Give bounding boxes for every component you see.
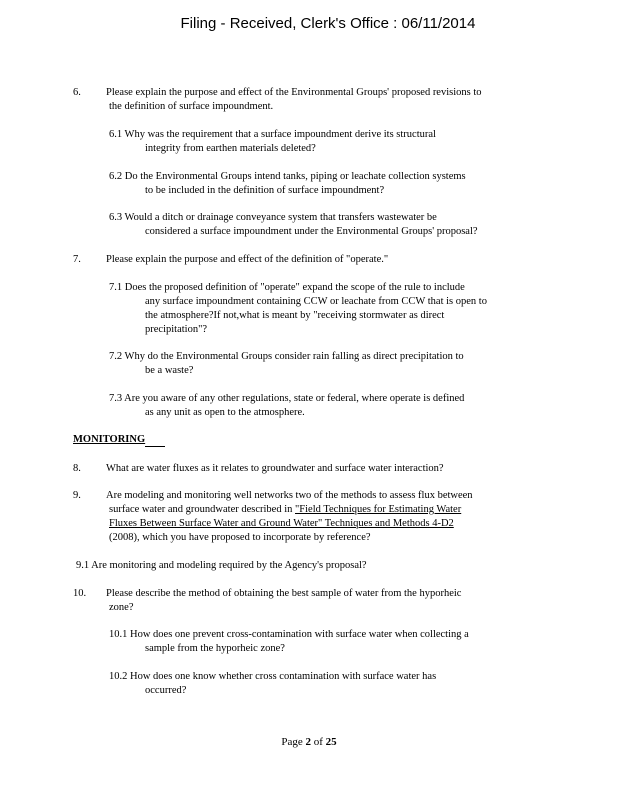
question-text-line: integrity from earthen materials deleted? xyxy=(145,143,316,154)
question-6-3 xyxy=(109,211,541,239)
question-text-line: occurred? xyxy=(145,685,187,696)
question-text-line: Are modeling and monitoring well networks two of the methods to assess flux between xyxy=(106,490,473,501)
question-6 xyxy=(73,86,541,114)
question-8 xyxy=(73,462,541,476)
of-label: of xyxy=(313,736,323,748)
filing-stamp-header: Filing - Received, Clerk's Office : 06/11/2014 xyxy=(180,15,476,32)
question-text-line: 7.3 Are you aware of any other regulations, state or federal, where operate is defined xyxy=(109,393,465,404)
question-number: 9. xyxy=(73,490,81,501)
question-6-1 xyxy=(109,128,541,156)
question-text-line: the definition of surface impoundment. xyxy=(109,101,274,112)
question-text-line: 9.1 Are monitoring and modeling required by the Agency's proposal? xyxy=(76,560,367,571)
question-10-2 xyxy=(109,670,541,698)
question-10-1 xyxy=(109,628,541,656)
question-9-1 xyxy=(76,559,544,573)
question-text-line: 6.3 Would a ditch or drainage conveyance system that transfers wastewater be xyxy=(109,212,437,223)
question-text-line: as any unit as open to the atmosphere. xyxy=(145,407,305,418)
question-7-1 xyxy=(109,281,541,337)
page-footer xyxy=(0,735,618,749)
question-text-line: 10.2 How does one know whether cross contamination with surface water has xyxy=(109,671,437,682)
page-total: 25 xyxy=(325,736,337,748)
question-text-line: the atmosphere?If not,what is meant by "receiving stormwater as direct xyxy=(145,310,445,321)
section-heading-monitoring xyxy=(73,433,165,447)
question-7-2 xyxy=(109,350,541,378)
question-text-line: 10.1 How does one prevent cross-contamination with surface water when collecting a xyxy=(109,629,469,640)
question-7-3 xyxy=(109,392,541,420)
question-text-line: Please describe the method of obtaining the best sample of water from the hyporheic xyxy=(106,588,462,599)
question-text-line: be a waste? xyxy=(145,365,194,376)
question-text-line: 7.2 Why do the Environmental Groups consider rain falling as direct precipitation to xyxy=(109,351,464,362)
question-text-line: What are water fluxes as it relates to groundwater and surface water interaction? xyxy=(106,463,444,474)
question-number: 10. xyxy=(73,588,87,599)
question-text-line: Please explain the purpose and effect of the Environmental Groups' proposed revisions to xyxy=(106,87,482,98)
question-text-line: precipitation"? xyxy=(145,324,208,335)
question-10 xyxy=(73,587,541,615)
question-text-line: 7.1 Does the proposed definition of "operate" expand the scope of the rule to include xyxy=(109,282,465,293)
question-text-line: 6.1 Why was the requirement that a surface impoundment derive its structural xyxy=(109,129,436,140)
question-7 xyxy=(73,253,541,267)
cited-reference-title: Fluxes Between Surface Water and Ground Water" Techniques and Methods 4-D2 xyxy=(109,518,454,529)
question-text-line: considered a surface impoundment under the Environmental Groups' proposal? xyxy=(145,226,478,237)
question-number: 7. xyxy=(73,254,81,265)
cited-reference-title: "Field Techniques for Estimating Water xyxy=(295,504,462,515)
question-text-line: to be included in the definition of surface impoundment? xyxy=(145,185,385,196)
question-text-line: sample from the hyporheic zone? xyxy=(145,643,285,654)
heading-underline-rule xyxy=(145,435,165,447)
page-number: 2 xyxy=(305,736,311,748)
section-heading-text: MONITORING xyxy=(73,434,146,445)
question-text-line: Please explain the purpose and effect of the definition of "operate." xyxy=(106,254,389,265)
question-number: 8. xyxy=(73,463,81,474)
question-number: 6. xyxy=(73,87,81,98)
question-text-line: surface water and groundwater described in xyxy=(109,504,296,515)
page-label: Page xyxy=(281,736,303,748)
question-text-line: (2008), which you have proposed to incorporate by reference? xyxy=(109,532,371,543)
question-6-2 xyxy=(109,170,541,198)
question-text-line: any surface impoundment containing CCW or leachate from CCW that is open to xyxy=(145,296,487,307)
question-text-line: 6.2 Do the Environmental Groups intend tanks, piping or leachate collection systems xyxy=(109,171,466,182)
question-9 xyxy=(73,489,541,545)
question-text-line: zone? xyxy=(109,602,134,613)
